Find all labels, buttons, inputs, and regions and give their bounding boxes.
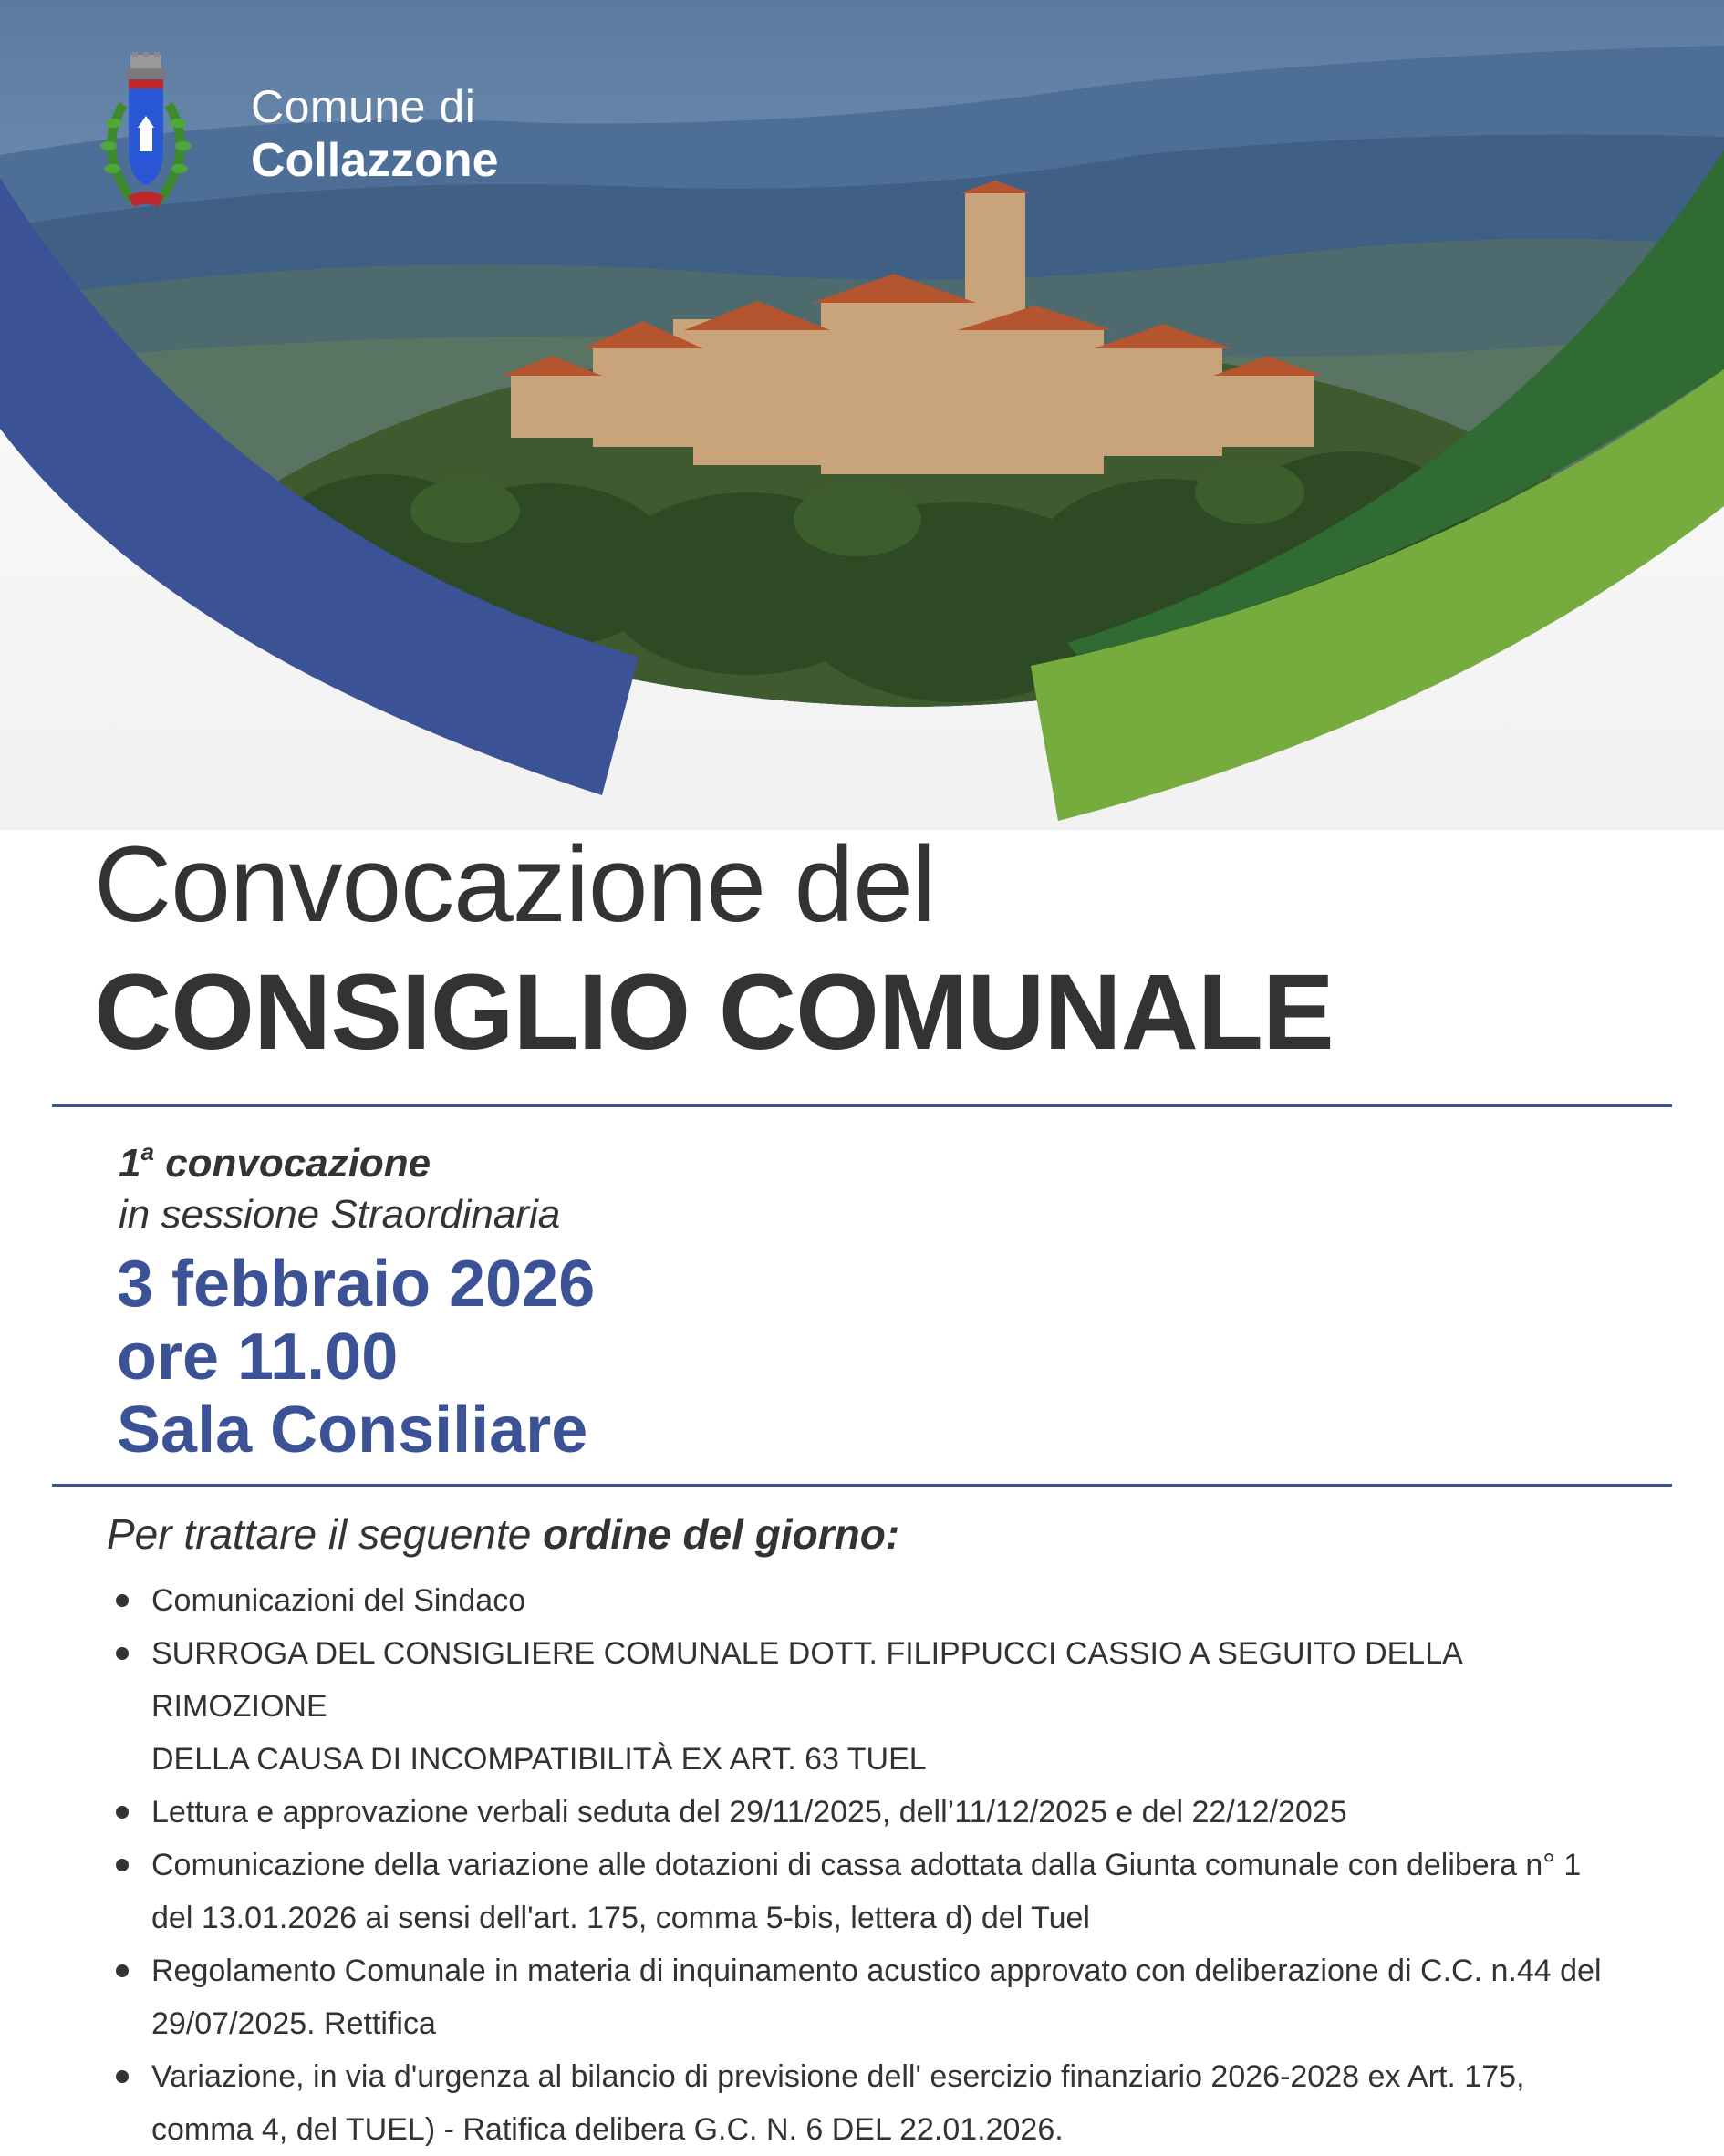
divider-bottom — [52, 1484, 1672, 1487]
hero-banner — [0, 0, 1724, 830]
agenda-item-text-line-2: comma 4, del TUEL) - Ratifica delibera G.C. N. 6 DEL 22.01.2026. — [151, 2112, 1064, 2147]
agenda-item-text-line-1: Comunicazione della variazione alle dotazioni di cassa adottata dalla Giunta comunale con delibera n° 1 — [151, 1848, 1582, 1882]
agenda-item-text-line-2: DELLA CAUSA DI INCOMPATIBILITÀ EX ART. 63 TUEL — [151, 1742, 927, 1777]
agenda-item-text-line-2: del 13.01.2026 ai sensi dell'art. 175, comma 5-bis, lettera d) del Tuel — [151, 1901, 1090, 1935]
bullet-icon — [116, 1647, 129, 1660]
bullet-icon — [116, 1859, 129, 1871]
meeting-date: 3 febbraio 2026 — [117, 1248, 596, 1321]
session-line-1 — [119, 1126, 560, 1189]
agenda-item-text-line-1: SURROGA DEL CONSIGLIERE COMUNALE DOTT. FILIPPUCCI CASSIO A SEGUITO DELLA RIMOZIONE — [151, 1636, 1461, 1724]
agenda-item — [112, 1574, 1645, 1627]
meeting-time: ore 11.00 — [117, 1321, 399, 1394]
agenda-item-text-line-1: Regolamento Comunale in materia di inquinamento acustico approvato con deliberazione di C.C. n.44 del — [151, 1954, 1602, 1988]
agenda-item-text: Lettura e approvazione verbali seduta del 29/11/2025, dell’11/12/2025 e del 22/12/2025 — [151, 1795, 1347, 1829]
agenda-list — [112, 1574, 1645, 2156]
agenda-item — [112, 2050, 1645, 2156]
bullet-icon — [116, 1806, 129, 1819]
divider-top — [52, 1104, 1672, 1107]
agenda-intro-prefix: Per trattare il seguente — [107, 1510, 532, 1558]
agenda-item-text-line-2: 29/07/2025. Rettifica — [151, 2006, 436, 2041]
agenda-item — [112, 1839, 1645, 1944]
agenda-item — [112, 1627, 1645, 1786]
bullet-icon — [116, 1594, 129, 1607]
session-type: convocazione — [165, 1141, 431, 1186]
brand-line-2: Collazzone — [251, 134, 499, 187]
session-info — [119, 1126, 560, 1240]
agenda-item — [112, 1944, 1645, 2050]
agenda-item — [112, 1786, 1645, 1839]
bullet-icon — [116, 1964, 129, 1977]
agenda-item-text: Comunicazioni del Sindaco — [151, 1583, 526, 1618]
meeting-details — [117, 1248, 595, 1467]
agenda-intro-bold: ordine del giorno: — [543, 1510, 900, 1558]
agenda-item-text-line-1: Variazione, in via d'urgenza al bilancio di previsione dell' esercizio finanziario 2026-2028 ex Art. 175, — [151, 2059, 1525, 2094]
session-line-2: in sessione Straordinaria — [119, 1192, 561, 1237]
session-ordinal-superscript: a — [140, 1138, 154, 1166]
brand-line-1: Comune di — [251, 81, 476, 132]
bullet-icon — [116, 2070, 129, 2083]
coat-of-arms-icon — [87, 50, 205, 228]
page-title-line-1: Convocazione del — [94, 824, 936, 945]
meeting-place: Sala Consiliare — [117, 1394, 588, 1467]
page-title-line-2: CONSIGLIO COMUNALE — [94, 952, 1334, 1073]
agenda-intro — [107, 1507, 899, 1561]
session-ordinal: 1 — [119, 1141, 141, 1186]
municipality-brand — [251, 80, 499, 188]
